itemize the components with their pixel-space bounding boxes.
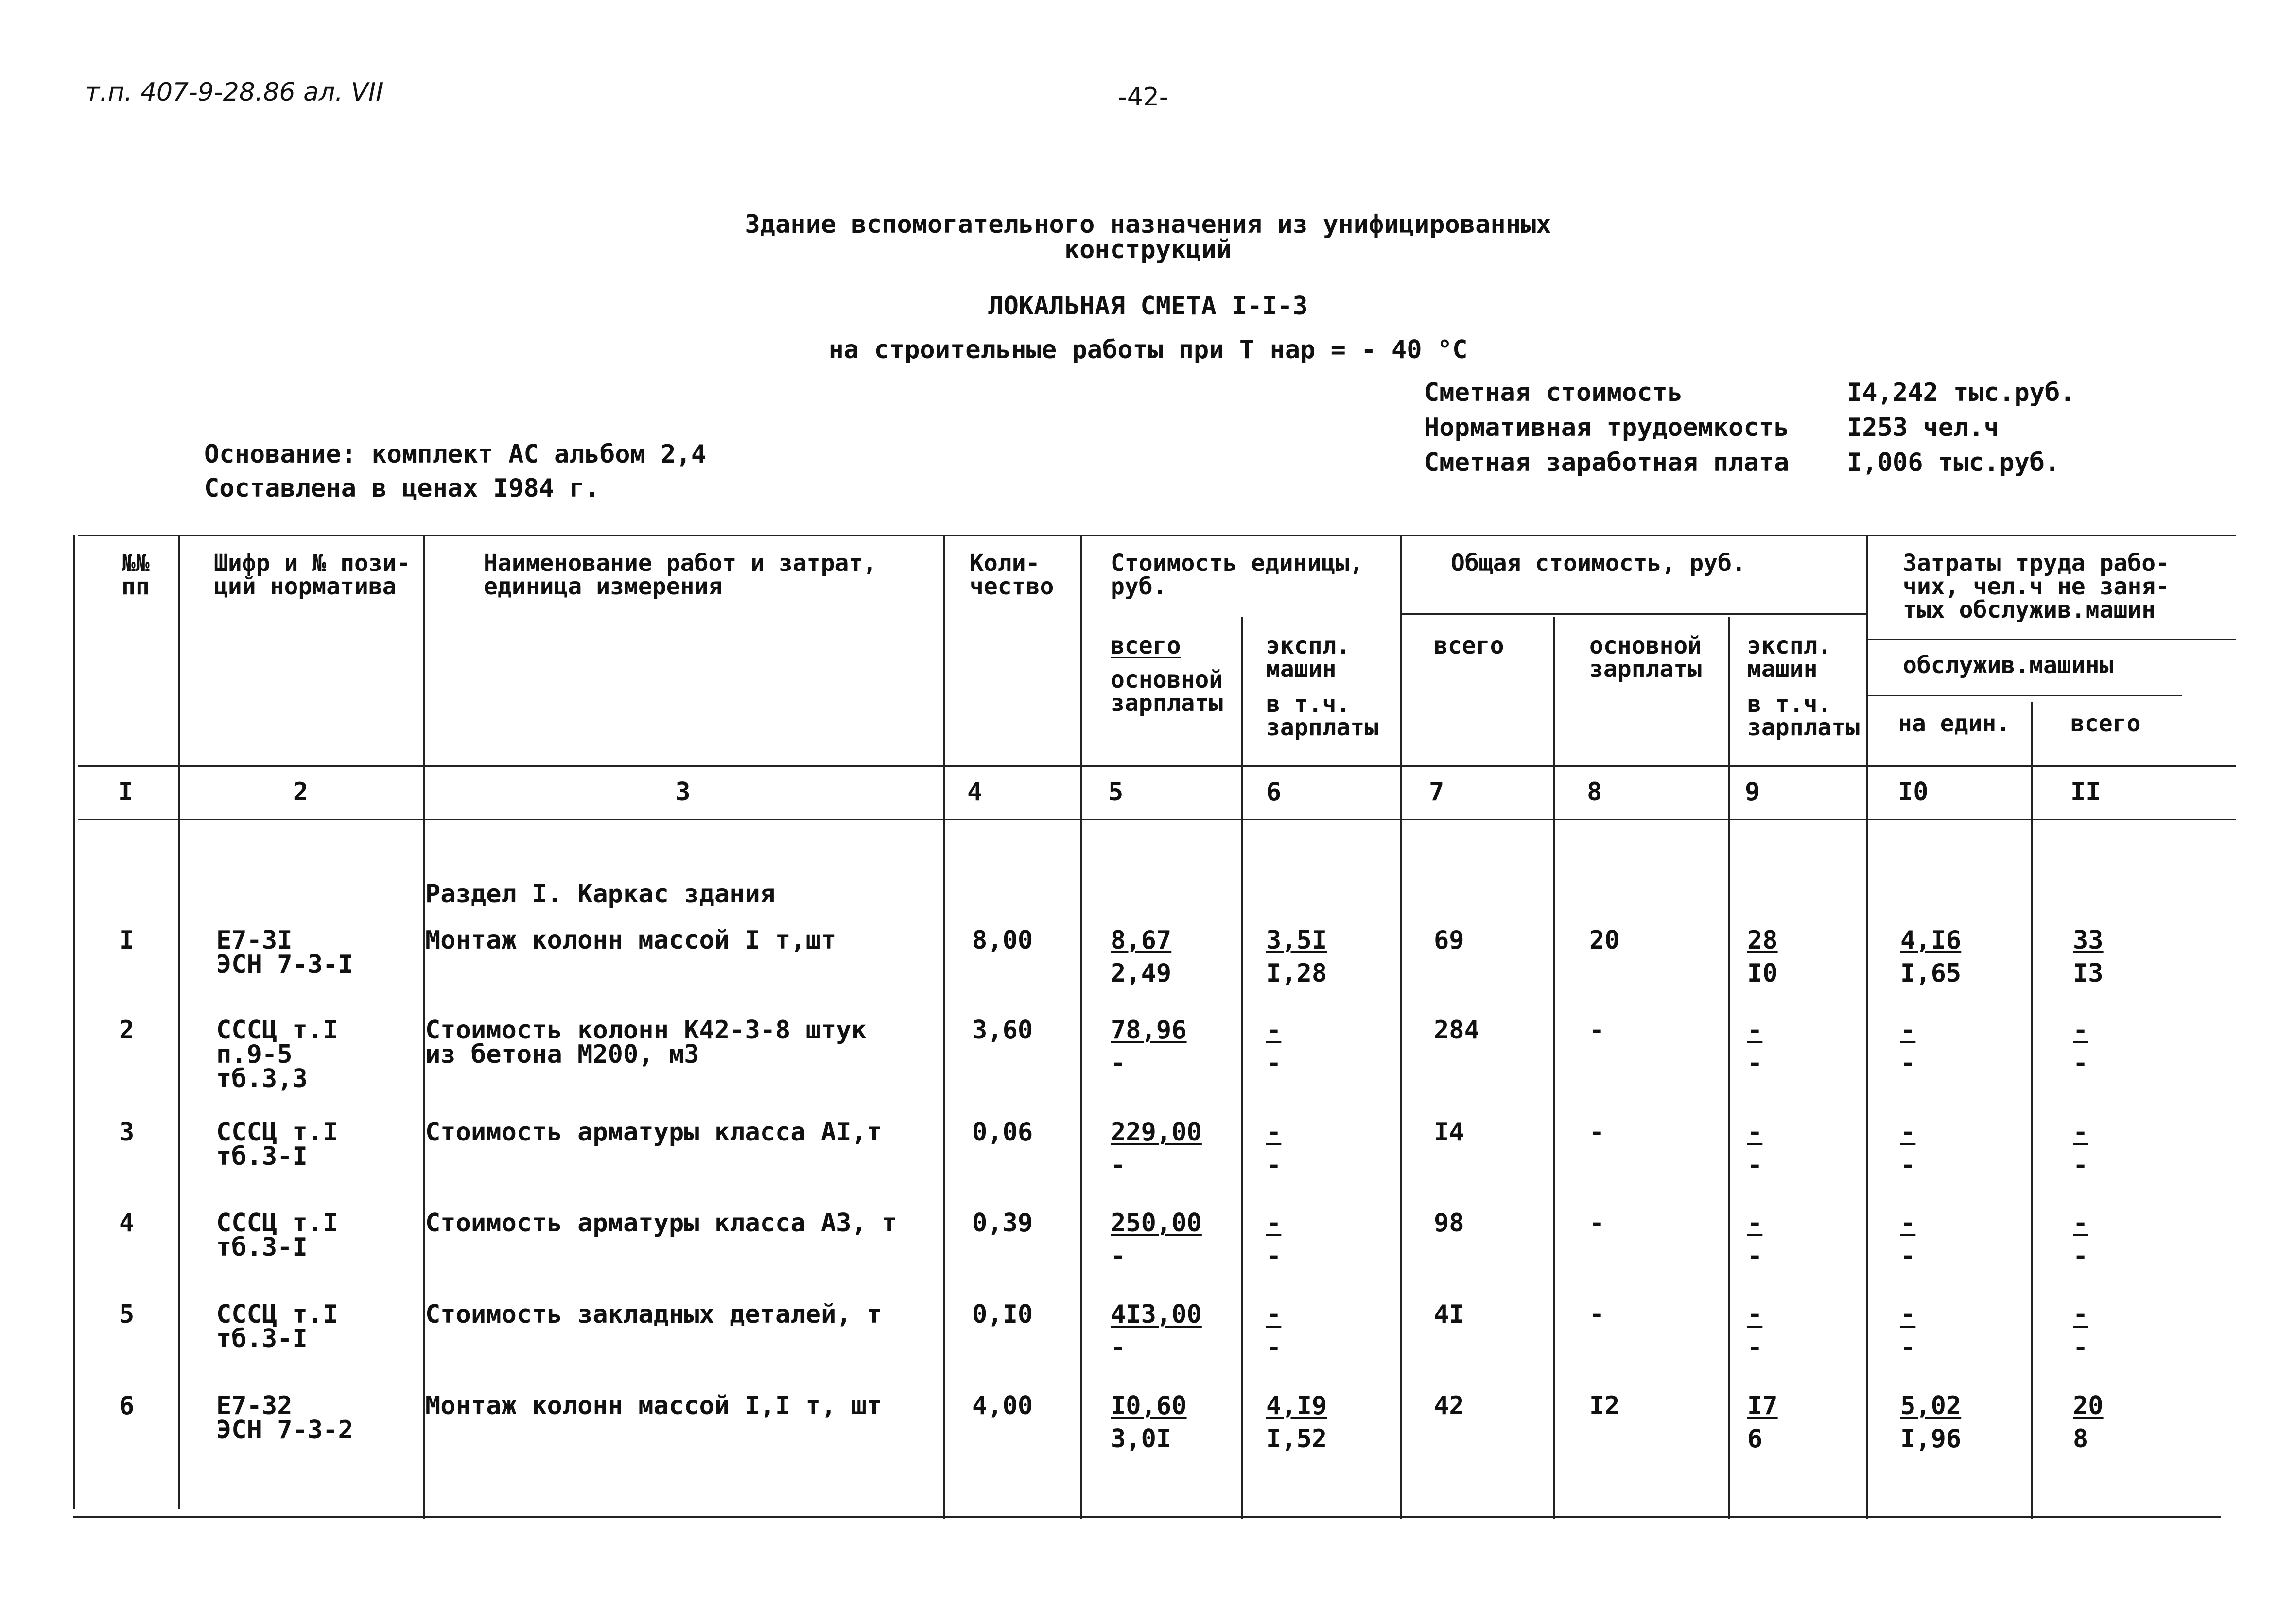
total-machine-wage: - <box>1747 1242 1763 1271</box>
summary-value: I4,242 тыс.руб. <box>1847 378 2075 407</box>
row-code: СССЦ т.I тб.3-I <box>216 1118 338 1171</box>
unit-machines: - <box>1266 1118 1282 1147</box>
document-title-line2: конструкций <box>1064 235 1232 264</box>
column-number: 9 <box>1745 778 1760 807</box>
total-cost: 284 <box>1434 1016 1479 1045</box>
row-name: Стоимость арматуры класса АI,т <box>425 1118 882 1147</box>
labor-total-machine: - <box>2073 1151 2088 1180</box>
column-border <box>423 535 425 1519</box>
total-wage: - <box>1589 1300 1605 1329</box>
column-border <box>1400 535 1402 1519</box>
column-number: 8 <box>1587 778 1602 807</box>
row-name: Стоимость закладных деталей, т <box>425 1300 882 1329</box>
column-border <box>178 535 180 1509</box>
labor-total: 20 <box>2073 1391 2104 1420</box>
column-border <box>1080 535 1082 1519</box>
header-col-11: всего <box>2070 710 2141 737</box>
labor-per-unit: 5,02 <box>1900 1391 1962 1420</box>
table-top-border <box>78 535 2236 536</box>
header-col-4: Коли- чество <box>970 550 1054 600</box>
total-cost: 4I <box>1434 1300 1464 1329</box>
column-number: 7 <box>1429 778 1444 807</box>
row-number: 6 <box>119 1391 135 1420</box>
doc-reference: т.п. 407-9-28.86 ал. VII <box>85 78 383 107</box>
row-quantity: 8,00 <box>972 926 1033 955</box>
labor-per-unit-machine: I,96 <box>1900 1424 1962 1453</box>
labor-total-machine: - <box>2073 1242 2088 1271</box>
unit-machines: - <box>1266 1300 1282 1329</box>
summary-value: I253 чел.ч <box>1847 413 2000 442</box>
total-machine-wage: - <box>1747 1151 1763 1180</box>
unit-total: I0,60 <box>1111 1391 1187 1420</box>
header-col-5b: основной зарплаты <box>1111 666 1223 717</box>
header-col-10: на един. <box>1898 710 2011 737</box>
labor-total-machine: - <box>2073 1333 2088 1362</box>
header-col-6b: в т.ч. зарплаты <box>1266 691 1379 741</box>
unit-machine-wage: I,28 <box>1266 959 1327 988</box>
labor-per-unit-machine: - <box>1900 1242 1916 1271</box>
total-machines: 28 <box>1747 926 1778 955</box>
labor-total: - <box>2073 1016 2088 1045</box>
total-machines: - <box>1747 1016 1763 1045</box>
column-numbers-border <box>78 819 2236 820</box>
column-number: 6 <box>1266 778 1282 807</box>
unit-wage: 3,0I <box>1111 1424 1172 1453</box>
total-machine-wage: 6 <box>1747 1424 1763 1453</box>
header-col-7: всего <box>1434 632 1504 659</box>
total-machines: - <box>1747 1300 1763 1329</box>
row-quantity: 3,60 <box>972 1016 1033 1045</box>
total-cost: I4 <box>1434 1118 1464 1147</box>
unit-wage: - <box>1111 1242 1126 1271</box>
labor-per-unit: - <box>1900 1300 1916 1329</box>
total-machines: - <box>1747 1118 1763 1147</box>
unit-machines: - <box>1266 1016 1282 1045</box>
column-number: 4 <box>967 778 983 807</box>
total-wage: 20 <box>1589 926 1620 955</box>
row-name: Монтаж колонн массой I,I т, шт <box>425 1391 882 1420</box>
summary-label: Сметная заработная плата <box>1424 448 1790 477</box>
header-col-8: основной зарплаты <box>1589 632 1702 683</box>
total-cost: 42 <box>1434 1391 1464 1420</box>
row-number: 2 <box>119 1016 135 1045</box>
column-number: 3 <box>675 778 691 807</box>
header-labor-sub: обслужив.машины <box>1903 652 2114 679</box>
row-number: I <box>119 926 135 955</box>
column-number: I0 <box>1898 778 1929 807</box>
labor-per-unit-machine: - <box>1900 1151 1916 1180</box>
header-col-3: Наименование работ и затрат, единица измерения <box>484 550 877 600</box>
total-wage: - <box>1589 1209 1605 1238</box>
labor-total-machine: - <box>2073 1049 2088 1078</box>
unit-machine-wage: - <box>1266 1242 1282 1271</box>
section-title: Раздел I. Каркас здания <box>425 880 776 909</box>
labor-per-unit: - <box>1900 1016 1916 1045</box>
row-quantity: 0,39 <box>972 1209 1033 1238</box>
unit-wage: - <box>1111 1333 1126 1362</box>
page-number: -42- <box>1118 83 1168 112</box>
row-quantity: 4,00 <box>972 1391 1033 1420</box>
row-name: Стоимость колонн К42-3-8 штук из бетона М200, м3 <box>425 1016 867 1069</box>
unit-machines: 3,5I <box>1266 926 1327 955</box>
unit-total: 250,00 <box>1111 1209 1202 1238</box>
row-number: 5 <box>119 1300 135 1329</box>
header-col-9b: в т.ч. зарплаты <box>1747 691 1860 741</box>
row-code: Е7-32 ЭСН 7-3-2 <box>216 1391 353 1445</box>
header-col-5a: всего <box>1111 632 1181 659</box>
header-col-6a: экспл. машин <box>1266 632 1351 683</box>
header-divider <box>1866 695 2182 696</box>
price-base-line: Составлена в ценах I984 г. <box>204 474 600 503</box>
row-name: Монтаж колонн массой I т,шт <box>425 926 836 955</box>
header-col-9a: экспл. машин <box>1747 632 1832 683</box>
column-border <box>1241 617 1243 1519</box>
labor-total: - <box>2073 1300 2088 1329</box>
summary-value: I,006 тыс.руб. <box>1847 448 2060 477</box>
labor-per-unit-machine: - <box>1900 1333 1916 1362</box>
unit-machine-wage: - <box>1266 1151 1282 1180</box>
header-col-2: Шифр и № пози- ций норматива <box>214 550 411 600</box>
header-labor: Затраты труда рабо- чих, чел.ч не заня- тых обслужив.машин <box>1903 550 2170 623</box>
column-number: I <box>118 778 134 807</box>
unit-machine-wage: I,52 <box>1266 1424 1327 1453</box>
labor-total: - <box>2073 1118 2088 1147</box>
total-machines: I7 <box>1747 1391 1778 1420</box>
column-border <box>1728 617 1730 1519</box>
column-border <box>943 535 945 1519</box>
summary-label: Сметная стоимость <box>1424 378 1683 407</box>
row-code: СССЦ т.I п.9-5 тб.3,3 <box>216 1016 338 1093</box>
table-bottom-border <box>73 1516 2221 1518</box>
column-border <box>1866 535 1868 1519</box>
column-number: II <box>2070 778 2101 807</box>
unit-total: 229,00 <box>1111 1118 1202 1147</box>
column-number: 2 <box>293 778 309 807</box>
row-name: Стоимость арматуры класса А3, т <box>425 1209 897 1238</box>
column-border <box>1553 617 1555 1519</box>
labor-per-unit: - <box>1900 1118 1916 1147</box>
total-wage: - <box>1589 1016 1605 1045</box>
estimate-title: ЛОКАЛЬНАЯ СМЕТА I-I-3 <box>988 292 1308 321</box>
header-divider <box>1400 613 1866 615</box>
document-title-line1: Здание вспомогательного назначения из унифицированных <box>745 210 1551 239</box>
total-machines: - <box>1747 1209 1763 1238</box>
summary-label: Нормативная трудоемкость <box>1424 413 1790 442</box>
column-number: 5 <box>1108 778 1124 807</box>
estimate-subtitle: на строительные работы при Т нар = - 40 °С <box>828 335 1468 364</box>
unit-machines: 4,I9 <box>1266 1391 1327 1420</box>
row-number: 4 <box>119 1209 135 1238</box>
row-code: Е7-3I ЭСН 7-3-I <box>216 926 353 979</box>
unit-machine-wage: - <box>1266 1333 1282 1362</box>
unit-wage: - <box>1111 1151 1126 1180</box>
row-quantity: 0,06 <box>972 1118 1033 1147</box>
header-unit-cost: Стоимость единицы, руб. <box>1111 550 1364 600</box>
labor-per-unit: - <box>1900 1209 1916 1238</box>
unit-total: 4I3,00 <box>1111 1300 1202 1329</box>
unit-wage: 2,49 <box>1111 959 1172 988</box>
total-machine-wage: - <box>1747 1333 1763 1362</box>
labor-total: 33 <box>2073 926 2104 955</box>
labor-total-machine: I3 <box>2073 959 2104 988</box>
total-machine-wage: I0 <box>1747 959 1778 988</box>
unit-wage: - <box>1111 1049 1126 1078</box>
total-wage: - <box>1589 1118 1605 1147</box>
unit-total: 8,67 <box>1111 926 1172 955</box>
labor-total: - <box>2073 1209 2088 1238</box>
row-quantity: 0,I0 <box>972 1300 1033 1329</box>
row-code: СССЦ т.I тб.3-I <box>216 1209 338 1262</box>
header-total-cost: Общая стоимость, руб. <box>1451 550 1746 577</box>
labor-total-machine: 8 <box>2073 1424 2088 1453</box>
column-border <box>2031 702 2033 1519</box>
unit-machines: - <box>1266 1209 1282 1238</box>
basis-line: Основание: комплект АС альбом 2,4 <box>204 440 707 469</box>
header-col-1: №№ пп <box>122 550 150 600</box>
header-divider <box>1866 639 2236 640</box>
unit-machine-wage: - <box>1266 1049 1282 1078</box>
unit-total: 78,96 <box>1111 1016 1187 1045</box>
total-wage: I2 <box>1589 1391 1620 1420</box>
column-border <box>73 535 75 1509</box>
total-machine-wage: - <box>1747 1049 1763 1078</box>
labor-per-unit: 4,I6 <box>1900 926 1962 955</box>
header-bottom-border <box>78 765 2236 767</box>
labor-per-unit-machine: - <box>1900 1049 1916 1078</box>
total-cost: 69 <box>1434 926 1464 955</box>
row-code: СССЦ т.I тб.3-I <box>216 1300 338 1353</box>
row-number: 3 <box>119 1118 135 1147</box>
total-cost: 98 <box>1434 1209 1464 1238</box>
labor-per-unit-machine: I,65 <box>1900 959 1962 988</box>
